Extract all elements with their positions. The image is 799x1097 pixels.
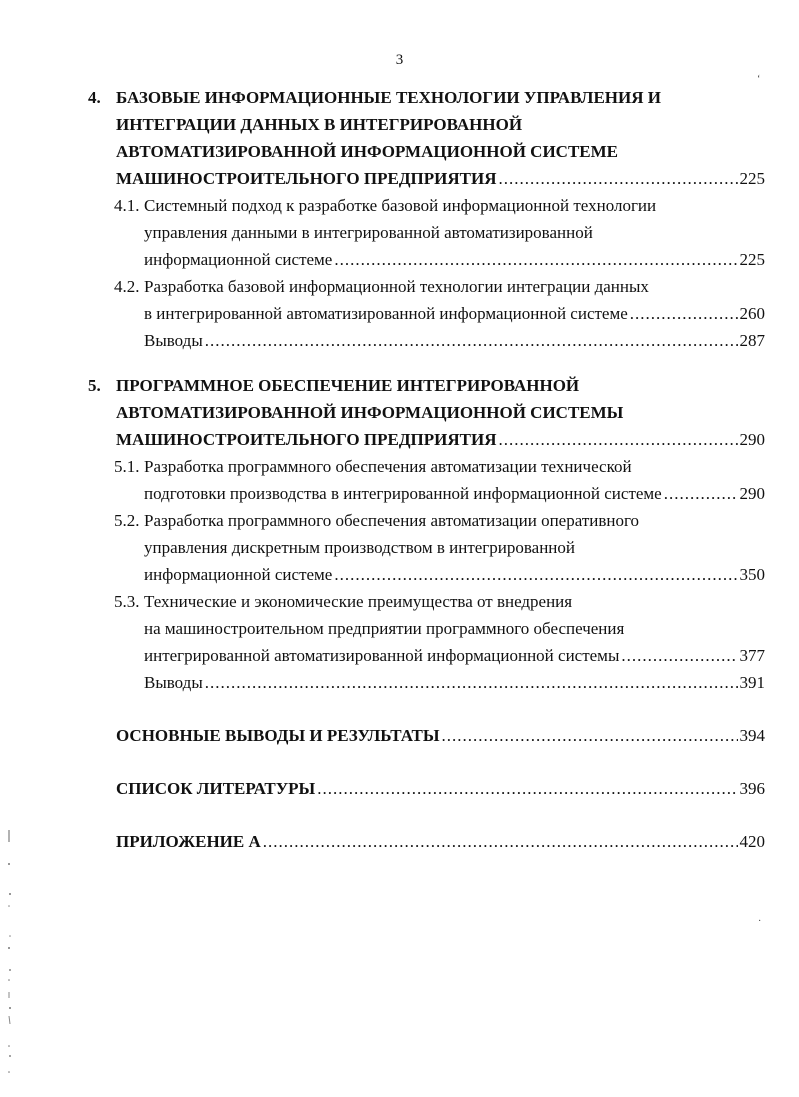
chapter-4-conclusions-entry[interactable]: [88, 327, 765, 354]
chapter-title-line: БАЗОВЫЕ ИНФОРМАЦИОННЫЕ ТЕХНОЛОГИИ УПРАВЛЕНИЯ И: [116, 88, 661, 107]
section-title-line: Разработка программного обеспечения автоматизации технической: [144, 457, 632, 476]
chapter-title-line: АВТОМАТИЗИРОВАННОЙ ИНФОРМАЦИОННОЙ СИСТЕМЫ: [116, 403, 624, 422]
section-title-line: управления данными в интегрированной автоматизированной: [144, 223, 593, 242]
section-title-line: интегрированной автоматизированной информационной системы: [144, 646, 620, 665]
section-title-line: Разработка базовой информационной технологии интеграции данных: [144, 277, 649, 296]
dot-leader: [334, 246, 737, 273]
main-conclusions-entry[interactable]: [88, 722, 765, 749]
dot-leader: [498, 426, 737, 453]
page-ref: 350: [739, 565, 765, 584]
chapter-title-line: АВТОМАТИЗИРОВАННОЙ ИНФОРМАЦИОННОЙ СИСТЕМЕ: [116, 142, 619, 161]
page-ref: 290: [739, 430, 765, 449]
entry-title: ПРИЛОЖЕНИЕ А: [116, 832, 261, 851]
chapter-number: 5.: [88, 376, 101, 395]
page-ref: 260: [739, 304, 765, 323]
section-number: 4.2.: [114, 277, 140, 296]
chapter-title-line: ПРОГРАММНОЕ ОБЕСПЕЧЕНИЕ ИНТЕГРИРОВАННОЙ: [116, 376, 580, 395]
section-number: 5.2.: [114, 511, 140, 530]
section-title-line: Системный подход к разработке базовой информационной технологии: [144, 196, 657, 215]
section-4-2-entry[interactable]: [88, 273, 765, 327]
chapter-5-conclusions-entry[interactable]: [88, 669, 765, 696]
scan-speckle-icon: [4, 820, 16, 1090]
page-ref: 420: [739, 832, 765, 851]
page-ref: 290: [739, 484, 765, 503]
section-title-line: информационной системе: [144, 250, 333, 269]
bibliography-entry[interactable]: [88, 775, 765, 802]
page-number: 3: [395, 52, 404, 68]
section-title-line: управления дискретным производством в интегрированной: [144, 538, 576, 557]
section-title-line: в интегрированной автоматизированной информационной системе: [144, 304, 628, 323]
chapter-title-line: МАШИНОСТРОИТЕЛЬНОГО ПРЕДПРИЯТИЯ: [116, 169, 497, 188]
scan-artifact-marks: [4, 820, 16, 1090]
entry-title: СПИСОК ЛИТЕРАТУРЫ: [116, 779, 316, 798]
section-title-line: Выводы: [144, 331, 203, 350]
dot-leader: [621, 642, 737, 669]
section-5-3-entry[interactable]: [88, 588, 765, 669]
appendix-a-entry[interactable]: [88, 828, 765, 855]
section-title-line: Разработка программного обеспечения автоматизации оперативного: [144, 511, 640, 530]
dot-leader: [317, 775, 737, 802]
chapter-title-line: МАШИНОСТРОИТЕЛЬНОГО ПРЕДПРИЯТИЯ: [116, 430, 497, 449]
section-5-1-entry[interactable]: [88, 453, 765, 507]
section-4-1-entry[interactable]: [88, 192, 765, 273]
table-of-contents: [88, 84, 765, 855]
section-title-line: информационной системе: [144, 565, 333, 584]
dot-leader: [334, 561, 737, 588]
page-ref: 377: [739, 646, 765, 665]
section-number: 5.1.: [114, 457, 140, 476]
page-ref: 391: [739, 673, 765, 692]
entry-title: ОСНОВНЫЕ ВЫВОДЫ И РЕЗУЛЬТАТЫ: [116, 726, 440, 745]
chapter-title-line: ИНТЕГРАЦИИ ДАННЫХ В ИНТЕГРИРОВАННОЙ: [116, 115, 523, 134]
section-title-line: на машиностроительном предприятии программного обеспечения: [144, 619, 625, 638]
chapter-5-entry[interactable]: [88, 372, 765, 453]
chapter-number: 4.: [88, 88, 101, 107]
chapter-4-entry[interactable]: [88, 84, 765, 192]
dot-leader: [205, 327, 738, 354]
page-ref: 225: [739, 169, 765, 188]
dot-leader: [205, 669, 738, 696]
section-5-2-entry[interactable]: [88, 507, 765, 588]
section-number: 4.1.: [114, 196, 140, 215]
dot-leader: [498, 165, 737, 192]
dot-leader: [630, 300, 738, 327]
page-ref: 225: [739, 250, 765, 269]
section-title-line: Выводы: [144, 673, 203, 692]
dot-leader: [442, 722, 738, 749]
scan-speck-icon: ·: [758, 916, 762, 927]
section-title-line: подготовки производства в интегрированной информационной системе: [144, 484, 662, 503]
page-ref: 394: [739, 726, 765, 745]
section-title-line: Технические и экономические преимущества от внедрения: [144, 592, 573, 611]
scan-speck-icon: ‘: [757, 74, 761, 85]
page-ref: 287: [739, 331, 765, 350]
dot-leader: [263, 828, 738, 855]
section-number: 5.3.: [114, 592, 140, 611]
page-ref: 396: [739, 779, 765, 798]
dot-leader: [664, 480, 738, 507]
